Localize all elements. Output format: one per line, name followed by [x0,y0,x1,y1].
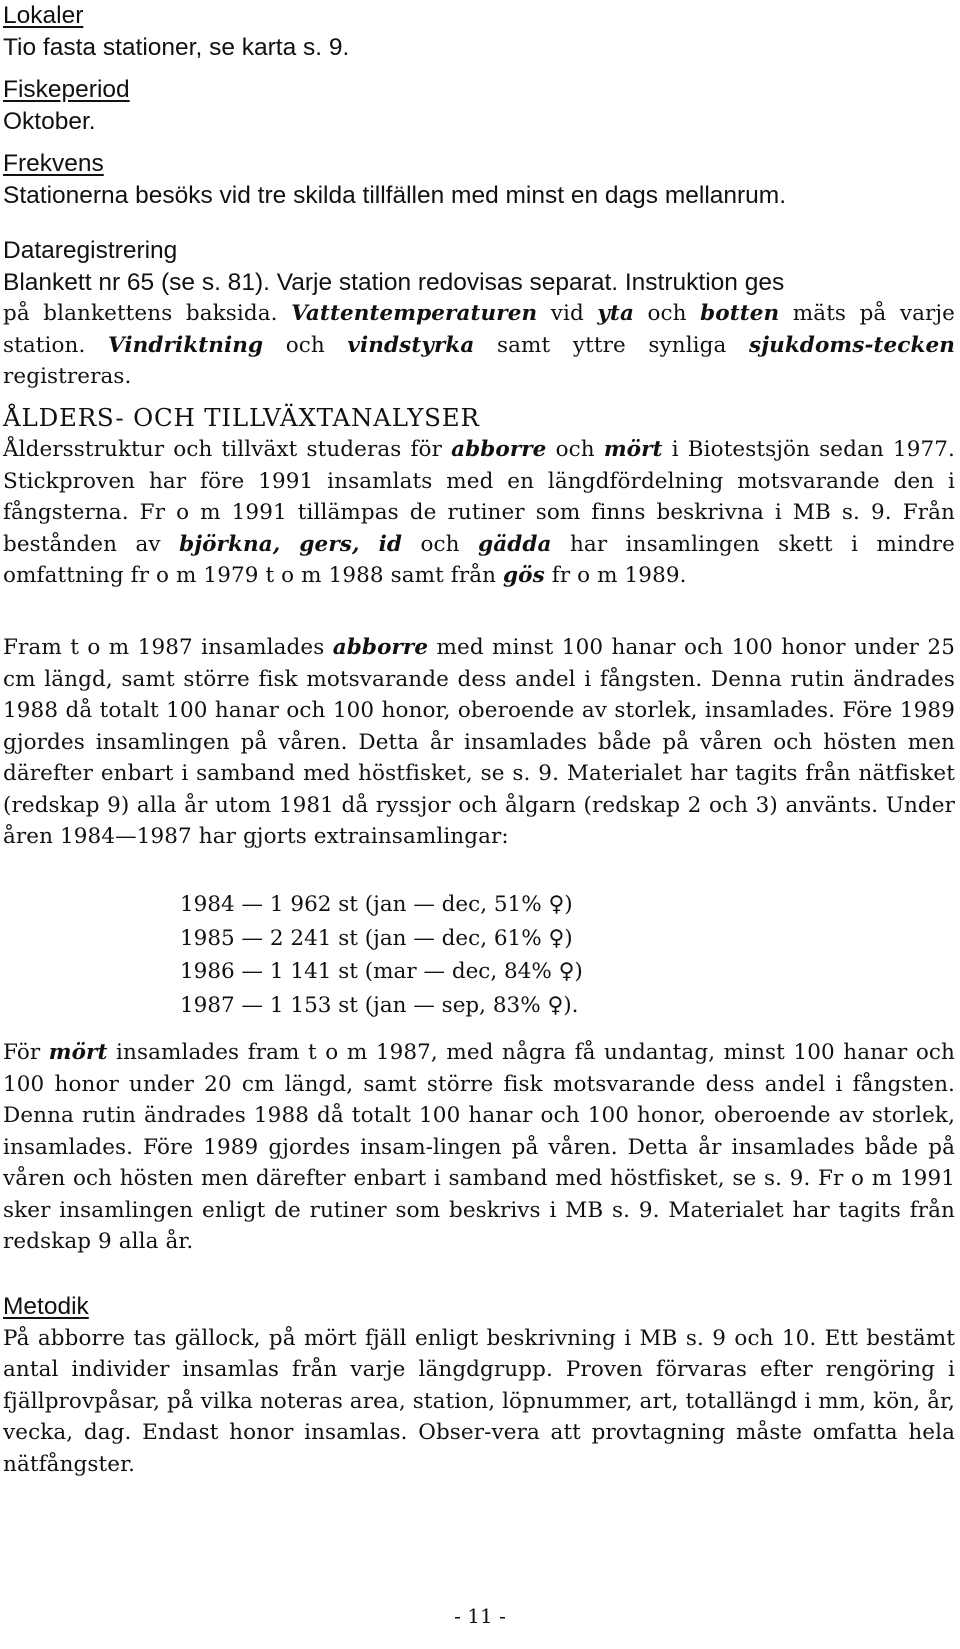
section-metodik [3,1291,955,1480]
list-item: 1985 — 2 241 st (jan — dec, 61% ♀) [180,925,573,951]
heading-alders: ÅLDERS- OCH TILLVÄXTANALYSER [3,403,480,432]
text-run: registreras. [3,364,132,389]
text-run: med minst 100 hanar och 100 honor under 25 cm längd, samt större fisk motsvarande dess andel i fångsten. Denna rutin ändrades 1988 då totalt 100 hanar och 100 honor, oberoende av storlek, insamlades. Före 1989 gjordes insamlingen på våren. Detta år insamlades både på våren och hösten men därefter enbart i samband med höstfisket, se s. 9. Materialet har tagits från nätfisket (redskap 9) alla år utom 1981 då ryssjor och ålgarn (redskap 2 och 3) använts. Under åren 1984—1987 har gjorts extrainsamlingar: [3,635,955,849]
page-number: - 11 - [454,1604,506,1628]
text-dataregistrering-body [3,298,955,393]
section-frekvens [3,148,955,211]
text-run: och [546,437,604,462]
list-item: 1986 — 1 141 st (mar — dec, 84% ♀) [180,959,583,984]
term-gos: gös [503,563,545,588]
term-sjukdomstecken: sjukdoms-tecken [749,332,955,358]
section-fiskeperiod [3,74,955,137]
heading-fiskeperiod: Fiskeperiod [3,76,130,103]
text-run: Fram t o m 1987 insamlades [3,635,333,660]
heading-metodik: Metodik [3,1293,89,1320]
text-run: och [402,531,479,557]
term-abborre: abborre [332,635,429,660]
heading-dataregistrering: Dataregistrering [3,237,178,264]
text-run: insamlades fram t o m 1987, med några få undantag, minst 100 hanar och 100 honor under 20 cm längd, samt större fisk motsvarande dess andel i fångsten. Denna rutin ändrades 1988 då totalt 100 hanar och 100 honor, oberoende av storlek, insamlades. Före 1989 gjordes insam-lingen på våren. Detta år insamlades både på våren och hösten men därefter enbart i samband med höstfisket, se s. 9. Fr o m 1991 sker insamlingen enligt de rutiner som beskrivs i MB s. 9. Materialet har tagits från redskap 9 alla år. [3,1040,955,1254]
text-run: Åldersstruktur och tillväxt studeras för [3,437,452,462]
term-gadda: gädda [478,531,552,557]
text-run: För [3,1040,49,1065]
paragraph-alders-2 [3,632,955,853]
paragraph-alders-2-wrap [3,632,955,853]
text-run: i Biotestsjön sedan 1977. Stickproven har före 1991 insamlats med en längdfördelning motsvarande den i fångsterna. Fr o m 1991 tillämpas de rutiner som finns beskrivna i MB s. 9. Från bestånden av [3,437,955,557]
text-lokaler: Tio fasta stationer, se karta s. 9. [3,33,350,61]
term-species-list: björkna, gers, id [179,531,403,557]
term-vindriktning: Vindriktning [108,332,264,358]
term-vattentemperaturen: Vattentemperaturen [291,301,538,326]
paragraph-alders-3 [3,1037,955,1258]
term-yta: yta [597,301,634,326]
text-fiskeperiod: Oktober. [3,107,96,135]
term-botten: botten [700,301,780,326]
text-run: vid [537,301,598,326]
text-run: samt yttre synliga [474,332,749,358]
paragraph-alders-1 [3,434,955,592]
extra-collections-list [180,888,780,1022]
term-vindstyrka: vindstyrka [347,332,475,358]
list-item: 1984 — 1 962 st (jan — dec, 51% ♀) [180,892,573,917]
text-frekvens: Stationerna besöks vid tre skilda tillfällen med minst en dags mellanrum. [3,181,787,209]
section-alders [3,402,955,592]
list-item: 1987 — 1 153 st (jan — sep, 83% ♀). [180,992,579,1018]
heading-lokaler: Lokaler [3,2,84,29]
text-run: och [263,332,348,358]
text-run: mäts på varje station. [3,301,955,358]
section-dataregistrering [3,235,955,393]
text-run: har insamlingen skett i mindre omfattning fr o m 1979 t o m 1988 samt från [3,531,955,588]
text-run: och [633,301,701,326]
term-abborre: abborre [451,437,547,462]
text-run: på blankettens baksida. [3,301,292,326]
heading-frekvens: Frekvens [3,150,104,177]
paragraph-alders-3-wrap [3,1037,955,1258]
section-lokaler [3,0,955,63]
text-dataregistrering-line1: Blankett nr 65 (se s. 81). Varje station redovisas separat. Instruktion ges [3,268,785,296]
text-metodik: På abborre tas gällock, på mört fjäll enligt beskrivning i MB s. 9 och 10. Ett bestämt antal individer insamlas från varje längdgrupp. Proven förvaras efter rengöring i fjällprovpåsar, på vilka noteras area, station, löpnummer, art, totallängd i mm, kön, år, vecka, dag. Endast honor insamlas. Obser-vera att provtagning måste omfatta hela nätfångster. [3,1325,955,1477]
text-run: fr o m 1989. [544,563,687,588]
term-mort: mört [48,1040,108,1065]
term-mort: mört [603,437,663,462]
